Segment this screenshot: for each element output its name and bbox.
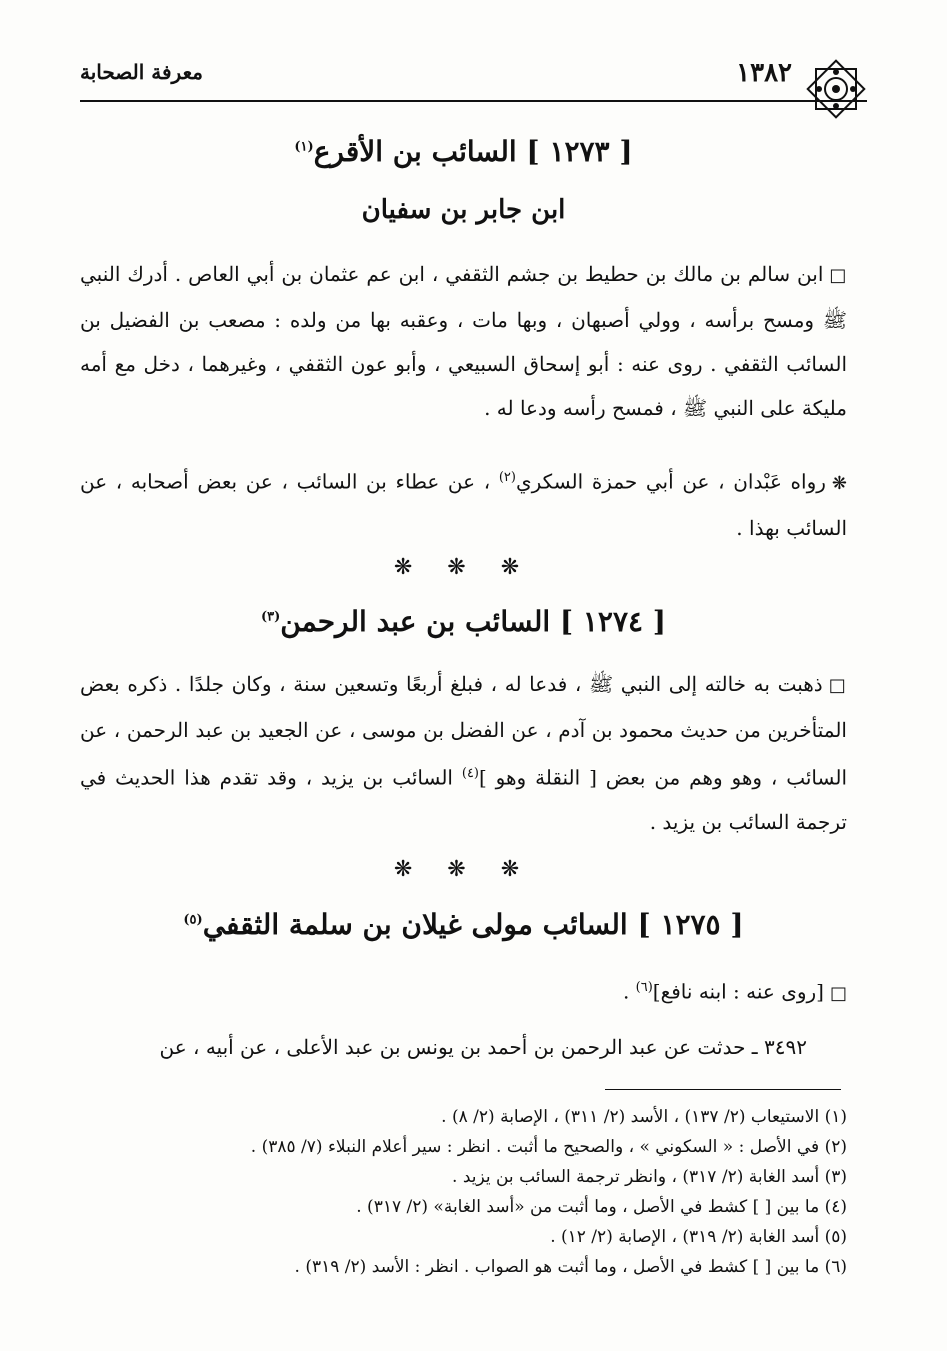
- entry-subheading-1273: ابن جابر بن سفيان: [361, 195, 566, 225]
- paragraph-text: ابن سالم بن مالك بن حطيط بن جشم الثقفي ، ابن عم عثمان بن أبي العاص . أدرك النبي ﷺ ومسح برأسه ، وولي أصبهان ، وبها مات ، وعقبه بها من ولده : مصعب بن الفضيل بن السائب الثقفي . روى عنه : أبو إسحاق السبيعي ، وأبو عون الثقفي ، وغيرهما ، دخل مع أمه مليكة على النبي ﷺ ، فمسح رأسه ودعا له .: [80, 262, 847, 420]
- footnote-4: (٤) ما بين [ ] كشط في الأصل ، وما أثبت من «أسد الغابة» (٢/ ٣١٧) .: [356, 1197, 847, 1217]
- entry-heading-1274: [80, 605, 847, 638]
- paragraph-text-b: .: [622, 979, 636, 1004]
- footnotes: [80, 1102, 847, 1282]
- section-separator: ❋ ❋ ❋: [393, 555, 534, 580]
- running-title: معرفة الصحابة: [80, 60, 203, 84]
- footnote-2: (٢) في الأصل : « السكوني » ، والصحيح ما أثبت . انظر : سير أعلام النبلاء (٧/ ٣٨٥) .: [250, 1137, 847, 1157]
- section-separator: ❋ ❋ ❋: [393, 857, 534, 882]
- footnote-ref: (٦): [635, 980, 653, 995]
- paragraph-text-a: ذهبت به خالته إلى النبي ﷺ ، فدعا له ، فبلغ أربعًا وتسعين سنة ، وكان جلدًا . ذكره بعض المتأخرين من حديث محمود بن آدم ، عن الفضل بن موسى ، عن الجعيد بن عبد الرحمن ، عن السائب ، وهو وهم من بعض [ النقلة وهو ]: [80, 672, 848, 790]
- footnote-ref: (٤): [461, 766, 479, 781]
- footnote-3: (٣) أسد الغابة (٢/ ٣١٧) ، وانظر ترجمة السائب بن يزيد .: [452, 1167, 847, 1187]
- paragraph-text-b: السائب بن يزيد ، وقد تقدم هذا الحديث في ترجمة السائب بن يزيد .: [80, 765, 847, 834]
- narration-1273: [80, 456, 847, 550]
- footnote-1: (١) الاستيعاب (٢/ ١٣٧) ، الأسد (٢/ ٣١١) ، الإصابة (٢/ ٨) .: [441, 1107, 847, 1127]
- footnote-ref: (٥): [183, 912, 203, 928]
- hadith-line: ٣٤٩٢ ـ حدثت عن عبد الرحمن بن أحمد بن يونس بن عبد الأعلى ، عن أبيه ، عن: [159, 1035, 807, 1059]
- entry-heading-1273: [80, 135, 847, 168]
- entry-paragraph-1274: [80, 662, 847, 844]
- page-header: [80, 58, 852, 100]
- footnote-ref: (١): [294, 139, 314, 155]
- footnote-5: (٥) أسد الغابة (٢/ ٣١٩) ، الإصابة (٢/ ١٢) .: [550, 1227, 847, 1247]
- entry-heading-text: [ ١٢٧٥ ] السائب مولى غيلان بن سلمة الثقفي: [202, 908, 744, 941]
- entry-heading-1275: [80, 908, 847, 941]
- entry-paragraph-1275: [80, 966, 847, 1016]
- entry-heading-text: [ ١٢٧٣ ] السائب بن الأقرع: [313, 135, 633, 168]
- footnote-rule: [605, 1089, 841, 1090]
- narration-text-a: رواه عَبْدان ، عن أبي حمزة السكري: [515, 469, 826, 494]
- paragraph-text-a: [روى عنه : ابنه نافع]: [652, 979, 824, 1004]
- entry-paragraph-1273: [80, 252, 847, 430]
- entry-heading-text: [ ١٢٧٤ ] السائب بن عبد الرحمن: [280, 605, 667, 638]
- square-marker-icon: □: [829, 982, 847, 1004]
- octagonal-star-ornament-icon: [805, 58, 867, 120]
- footnote-ref: (٢): [498, 470, 516, 485]
- footnote-ref: (٣): [260, 609, 281, 625]
- square-marker-icon: □: [828, 675, 847, 696]
- square-marker-icon: □: [829, 265, 847, 286]
- star-marker-icon: ❋: [831, 472, 847, 494]
- narration-text-b: ، عن عطاء بن السائب ، عن بعض أصحابه ، عن السائب بهذا .: [80, 469, 847, 540]
- page-number: ١٣٨٢: [736, 58, 792, 88]
- footnote-6: (٦) ما بين [ ] كشط في الأصل ، وما أثبت هو الصواب . انظر : الأسد (٢/ ٣١٩) .: [294, 1257, 847, 1277]
- header-rule: [80, 100, 867, 102]
